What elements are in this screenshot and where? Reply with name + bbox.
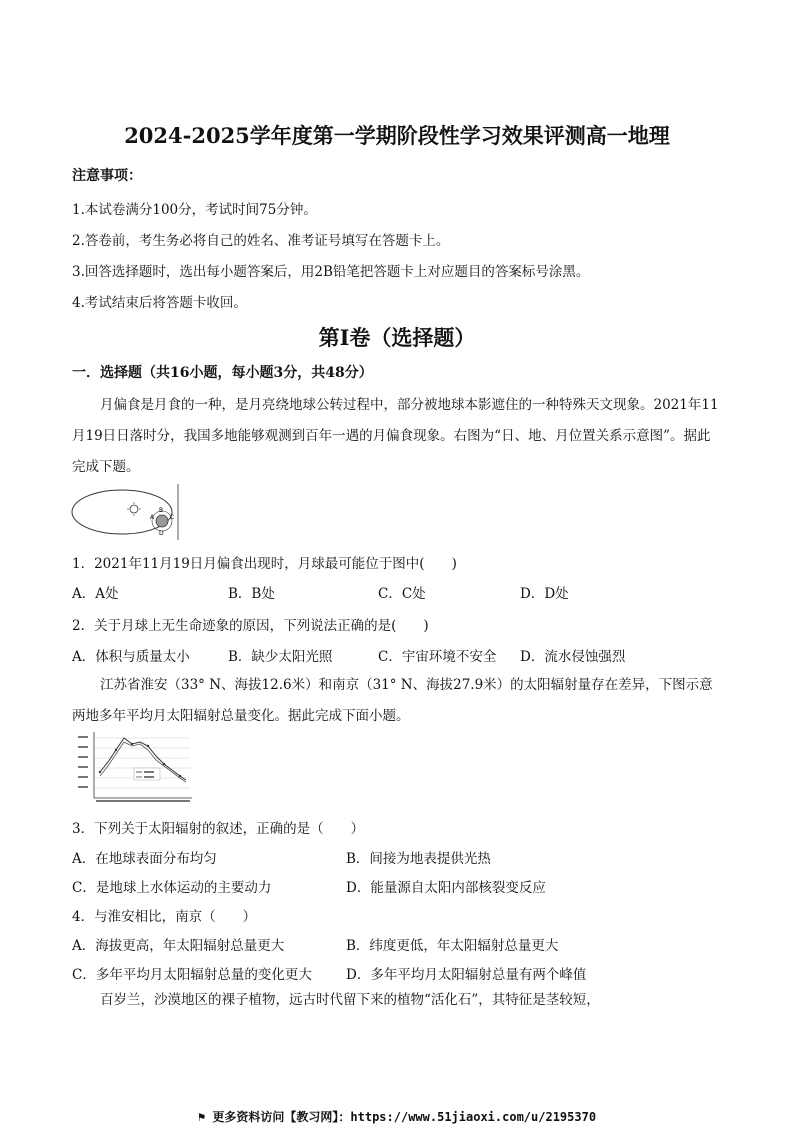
footer-link[interactable] bbox=[0, 1108, 794, 1125]
passage-lunar-eclipse: 月偏食是月食的一种，是月亮绕地球公转过程中，部分被地球本影遮住的一种特殊天文现象。2021年11月19日日落时分，我国多地能够观测到百年一遇的月偏食现象。右图为“日、地、月位置关系示意图”。据此完成下题。 bbox=[72, 397, 719, 475]
notice-item: 1.本试卷满分100分，考试时间75分钟。 bbox=[72, 202, 317, 218]
q4-option-d: D．多年平均月太阳辐射总量有两个峰值 bbox=[346, 967, 587, 983]
sun-icon bbox=[130, 505, 138, 513]
q3-option-d: D．能量源自太阳内部核裂变反应 bbox=[346, 880, 546, 896]
point-label: D bbox=[159, 530, 164, 537]
passage-solar-radiation: 江苏省淮安（33° N、海拔12.6米）和南京（31° N、海拔27.9米）的太阳辐射量存在差异，下图示意两地多年平均月太阳辐射总量变化。据此完成下面小题。 bbox=[72, 677, 713, 724]
exam-title: 2024-2025学年度第一学期阶段性学习效果评测高一地理 bbox=[124, 123, 670, 148]
notice-item: 3.回答选择题时，选出每小题答案后，用2B铅笔把答题卡上对应题目的答案标号涂黑。 bbox=[72, 264, 590, 280]
q2-option-d: D．流水侵蚀强烈 bbox=[520, 649, 626, 665]
question-4-stem: 4．与淮安相比，南京（ ） bbox=[72, 909, 257, 925]
notice-item: 2.答卷前，考生务必将自己的姓名、准考证号填写在答题卡上。 bbox=[72, 233, 450, 249]
sun-earth-moon-diagram bbox=[70, 484, 182, 540]
point-label: C bbox=[170, 514, 175, 521]
point-label: A bbox=[150, 514, 155, 521]
q1-option-d: D．D处 bbox=[520, 586, 569, 602]
q4-option-c: C．多年平均月太阳辐射总量的变化更大 bbox=[72, 967, 312, 983]
q2-option-b: B．缺少太阳光照 bbox=[228, 649, 333, 665]
notice-heading: 注意事项： bbox=[72, 168, 142, 184]
q4-option-a: A．海拔更高，年太阳辐射总量更大 bbox=[72, 938, 285, 954]
flag-icon: ⚑ bbox=[197, 1110, 213, 1124]
passage-welwitschia: 百岁兰，沙漠地区的裸子植物，远古时代留下来的植物“活化石”，其特征是茎较短， bbox=[100, 992, 600, 1008]
notice-item: 4.考试结束后将答题卡收回。 bbox=[72, 295, 247, 311]
question-2-stem: 2．关于月球上无生命迹象的原因，下列说法正确的是( ) bbox=[72, 618, 429, 634]
q4-option-b: B．纬度更低，年太阳辐射总量更大 bbox=[346, 938, 559, 954]
question-3-stem: 3．下列关于太阳辐射的叙述，正确的是（ ） bbox=[72, 821, 365, 837]
part-heading: 一．选择题（共16小题，每小题3分，共48分） bbox=[72, 365, 373, 381]
earth-icon bbox=[156, 515, 168, 527]
q2-option-c: C．宇宙环境不安全 bbox=[378, 649, 497, 665]
q1-option-a: A．A处 bbox=[72, 586, 119, 602]
q1-option-c: C．C处 bbox=[378, 586, 426, 602]
q2-option-a: A．体积与质量太小 bbox=[72, 649, 190, 665]
question-1-stem: 1．2021年11月19日月偏食出现时，月球最可能位于图中( ) bbox=[72, 556, 457, 572]
footer-text: 更多资料访问【教习网】：https://www.51jiaoxi.com/u/2195370 bbox=[212, 1110, 597, 1124]
q3-option-b: B．间接为地表提供光热 bbox=[346, 851, 491, 867]
point-label: B bbox=[159, 507, 164, 514]
q3-option-c: C．是地球上水体运动的主要动力 bbox=[72, 880, 272, 896]
q3-option-a: A．在地球表面分布均匀 bbox=[72, 851, 217, 867]
solar-radiation-chart bbox=[72, 728, 200, 804]
section-title: 第I卷（选择题） bbox=[318, 325, 476, 350]
q1-option-b: B．B处 bbox=[228, 586, 275, 602]
